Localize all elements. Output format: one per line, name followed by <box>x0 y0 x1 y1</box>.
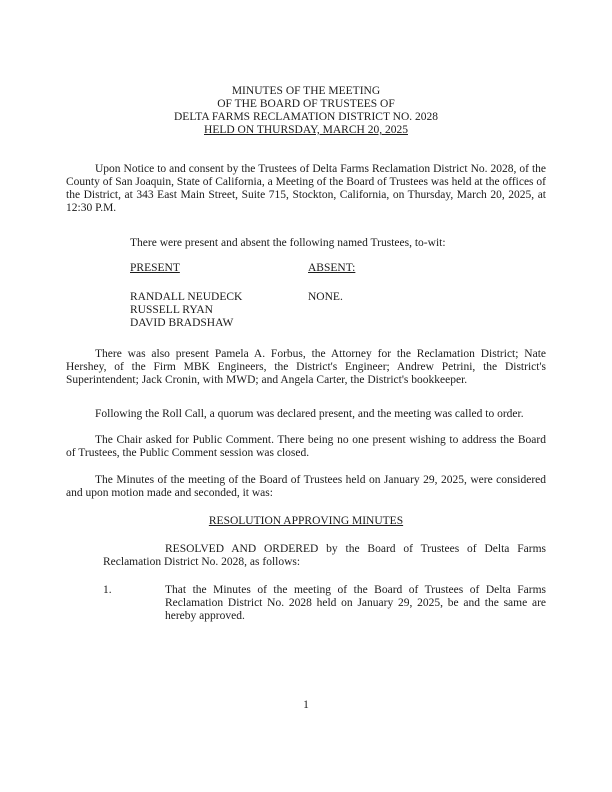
paragraph-also-present: There was also present Pamela A. Forbus, the Attorney for the Reclamation District; Nate Hershey, of the Firm MBK Engineers, the District's Engineer; Andrew Petrini, the District's Superintendent; Jack Cronin, with MWD; and Angela Carter, the District's bookkeeper. <box>66 348 546 386</box>
trustee-name: RANDALL NEUDECK <box>130 291 243 303</box>
attendance-labels-row <box>66 262 546 275</box>
present-names-list <box>130 291 308 330</box>
title-line-2: OF THE BOARD OF TRUSTEES OF <box>217 98 395 110</box>
document-title <box>66 85 546 137</box>
absent-names-list <box>308 291 546 330</box>
resolution-item-1 <box>103 584 546 623</box>
trustee-name: DAVID BRADSHAW <box>130 317 234 329</box>
paragraph-public-comment: The Chair asked for Public Comment. There being no one present wishing to address the Board of Trustees, the Public Comment session was closed. <box>66 434 546 459</box>
paragraph-minutes-considered: The Minutes of the meeting of the Board of Trustees held on January 29, 2025, were considered and upon motion made and seconded, it was: <box>66 474 546 499</box>
absent-entry: NONE. <box>308 291 343 303</box>
resolution-item-text: That the Minutes of the meeting of the Board of Trustees of Delta Farms Reclamation District No. 2028 held on January 29, 2025, be and the same are hereby approved. <box>165 584 546 622</box>
page-content <box>66 85 546 623</box>
paragraph-roll-call: Following the Roll Call, a quorum was declared present, and the meeting was called to order. <box>95 408 524 420</box>
attendance-intro: There were present and absent the following named Trustees, to-wit: <box>130 237 446 249</box>
page-number: 1 <box>303 699 309 711</box>
present-label: PRESENT <box>130 262 180 274</box>
attendance-names-row <box>66 291 546 330</box>
resolution-heading <box>66 515 546 528</box>
paragraph-resolved-and-ordered: RESOLVED AND ORDERED by the Board of Trustees of Delta Farms Reclamation District No. 2028, as follows: <box>103 543 546 568</box>
trustee-name: RUSSELL RYAN <box>130 304 213 316</box>
title-line-3: DELTA FARMS RECLAMATION DISTRICT NO. 2028 <box>173 111 439 123</box>
title-line-1: MINUTES OF THE MEETING <box>231 85 381 97</box>
resolution-item-number: 1. <box>103 584 112 596</box>
absent-label: ABSENT: <box>308 262 356 274</box>
absent-column-header <box>308 262 546 275</box>
paragraph-notice-of-meeting: Upon Notice to and consent by the Trustees of Delta Farms Reclamation District No. 2028, of the County of San Joaquin, State of California, a Meeting of the Board of Trustees was held at the offices of the District, at 343 East Main Street, Suite 715, Stockton, California, on Thursday, March 20, 2025, at 12:30 P.M. <box>66 163 546 214</box>
title-line-4-meeting-date: HELD ON THURSDAY, MARCH 20, 2025 <box>204 124 408 136</box>
present-column-header <box>130 262 308 275</box>
resolution-heading-text: RESOLUTION APPROVING MINUTES <box>208 515 404 527</box>
